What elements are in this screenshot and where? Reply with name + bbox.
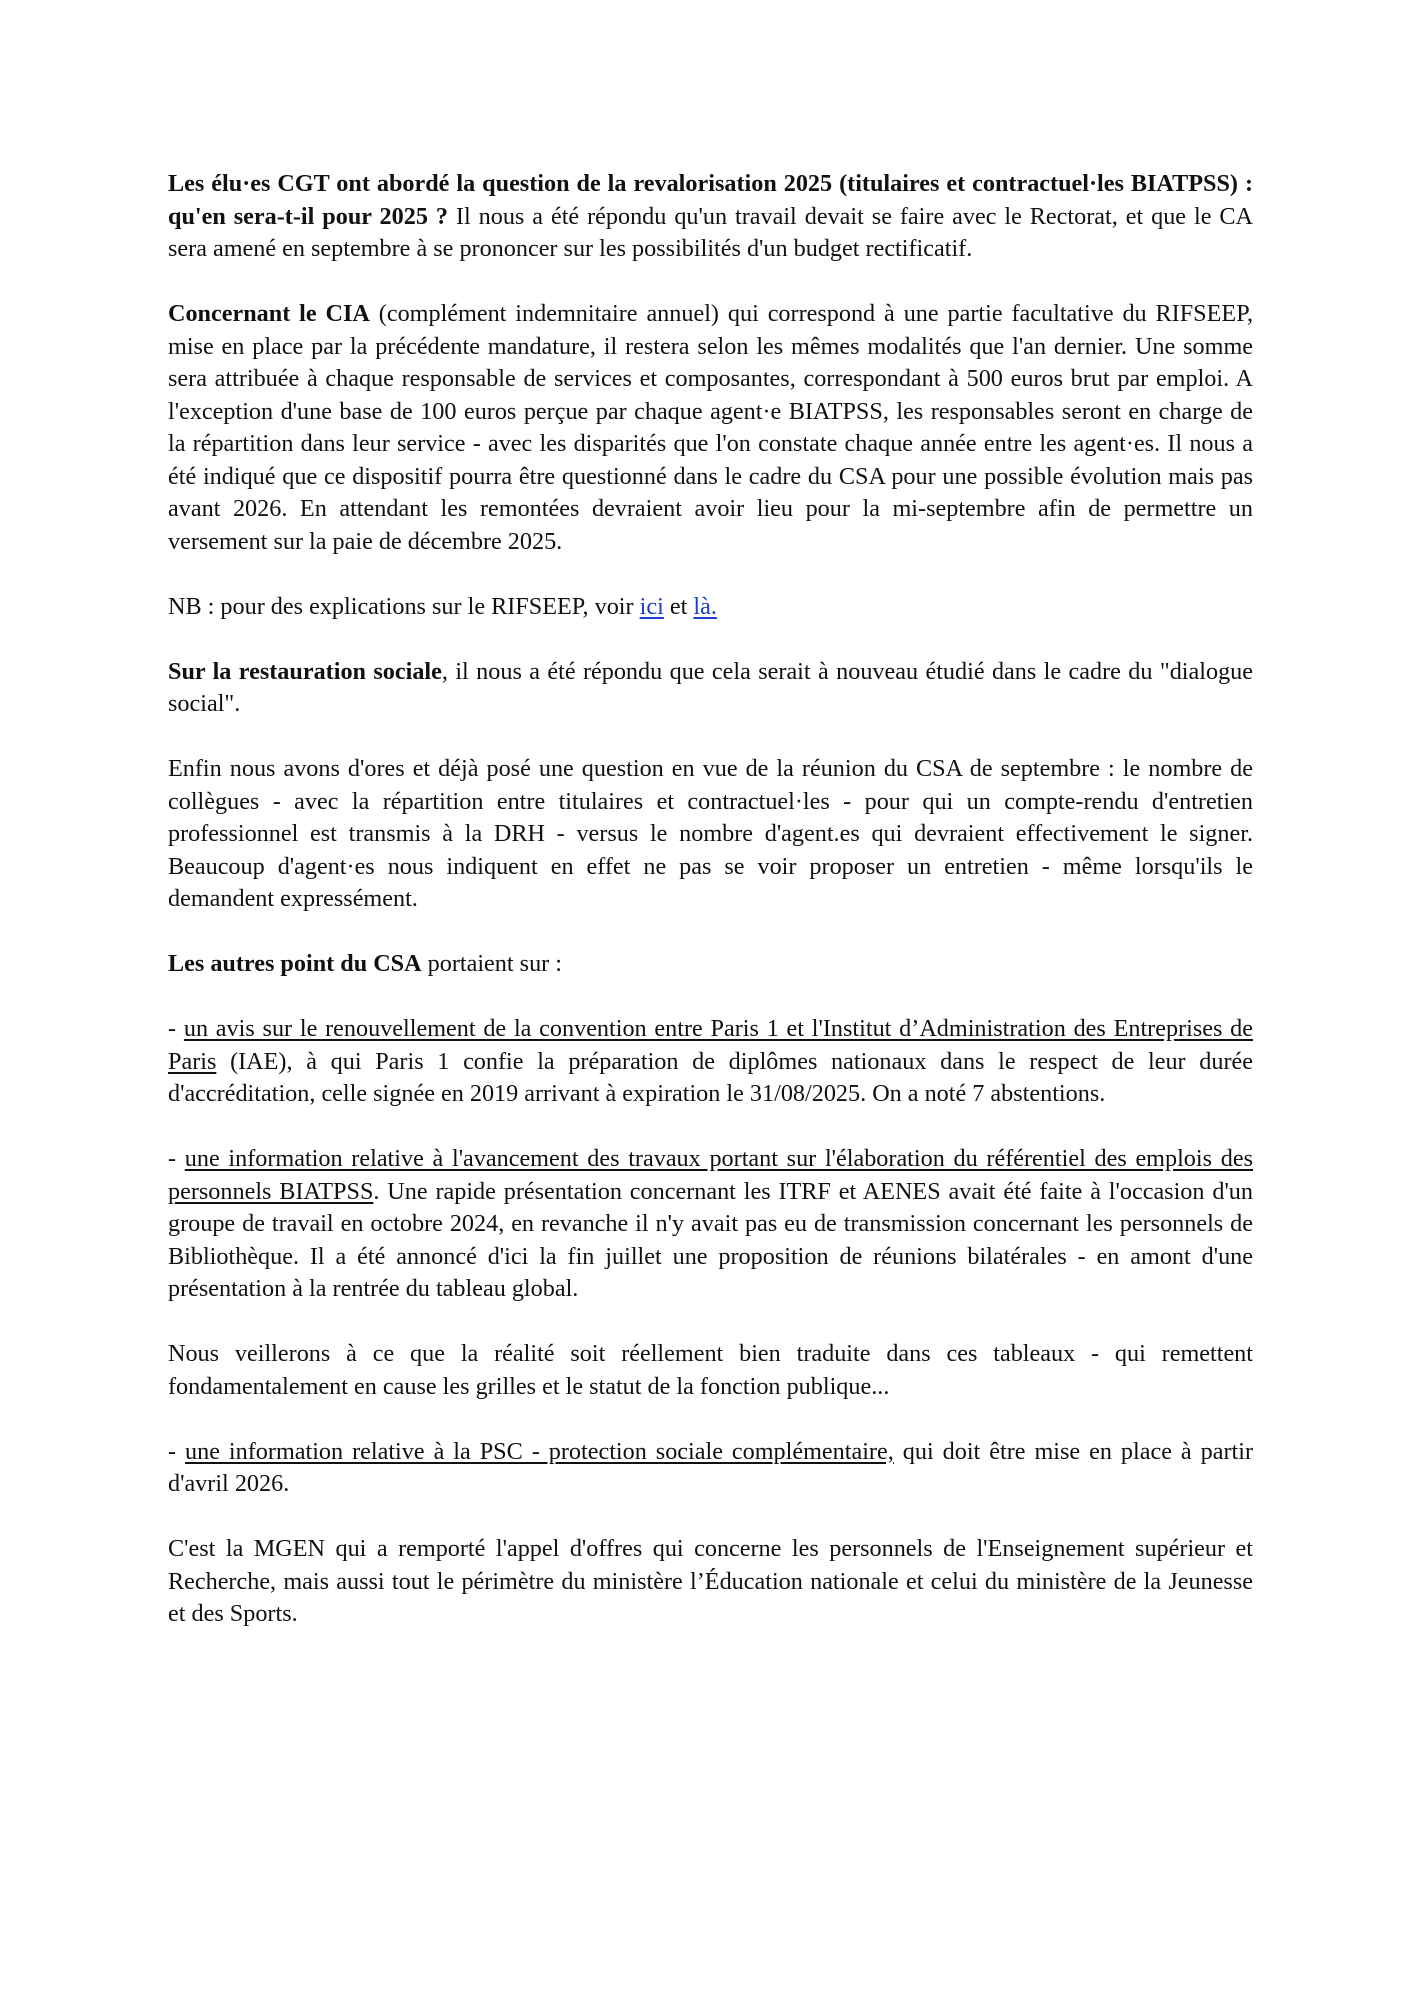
paragraph-text: Il nous a été répondu qu'un travail devait se faire avec le Rectorat, et que le CA sera amené en septembre à se prononcer sur les possibilités d'un budget rectificatif. <box>168 202 1253 262</box>
paragraph-autres-points <box>168 948 1253 981</box>
paragraph-heading: Sur la restauration sociale <box>168 657 442 685</box>
paragraph-text: (IAE), à qui Paris 1 confie la préparation de diplômes nationaux dans le respect de leur durée d'accréditation, celle signée en 2019 arrivant à expiration le 31/08/2025. On a noté 7 abstentions. <box>168 1047 1253 1107</box>
list-dash: - <box>168 1145 185 1172</box>
paragraph-text: NB : pour des explications sur le RIFSEEP, voir <box>168 592 640 620</box>
paragraph-text: Nous veillerons à ce que la réalité soit réellement bien traduite dans ces tableaux - qui remettent fondamentalement en cause les grilles et le statut de la fonction publique... <box>168 1340 1253 1400</box>
list-dash: - <box>168 1015 184 1042</box>
underlined-topic: une information relative à la PSC - protection sociale complémentaire, <box>185 1437 894 1465</box>
underlined-topic: un avis sur le renouvellement de la convention entre Paris 1 et l'Institut d’Administration des Entreprises de Paris <box>168 1015 1253 1075</box>
document-page <box>168 168 1253 1663</box>
paragraph-text: portaient sur : <box>421 950 562 977</box>
list-dash: - <box>168 1437 186 1465</box>
paragraph-heading: Les autres point du CSA <box>168 950 422 977</box>
paragraph-cia <box>168 298 1253 558</box>
paragraph-veillerons <box>168 1338 1253 1403</box>
paragraph-heading: Les élu·es CGT ont abordé la question de la revalorisation 2025 (titulaires et contractuel·les BIATPSS) : qu'en sera-t-il pour 2025 ? <box>168 170 1253 230</box>
rifseep-link-ici[interactable]: ici <box>639 592 664 620</box>
paragraph-question-csa <box>168 753 1253 916</box>
paragraph-text: et <box>663 592 694 620</box>
paragraph-text: (complément indemnitaire annuel) qui correspond à une partie facultative du RIFSEEP, mise en place par la précédente mandature, il restera selon les mêmes modalités que l'an dernier. Une somme sera attribuée à chaque responsable de services et composantes, correspondant à 500 euros brut par emploi. A l'exception d'une base de 100 euros perçue par chaque agent·e BIATPSS, les responsables seront en charge de la répartition dans leur service - avec les disparités que l'on constate chaque année entre les agent·es. Il nous a été indiqué que ce dispositif pourra être questionné dans le cadre du CSA pour une possible évolution mais pas avant 2026. En attendant les remontées devraient avoir lieu pour la mi-septembre afin de permettre un versement sur la paie de décembre 2025. <box>168 300 1254 555</box>
paragraph-mgen <box>168 1533 1253 1631</box>
paragraph-text: , il nous a été répondu que cela serait à nouveau étudié dans le cadre du "dialogue social". <box>168 657 1253 717</box>
underlined-topic: une information relative à l'avancement des travaux portant sur l'élaboration du référentiel des emplois des personnels BIATPSS <box>168 1145 1253 1205</box>
paragraph-nb-rifseep <box>168 591 1253 624</box>
paragraph-text: . Une rapide présentation concernant les ITRF et AENES avait été faite à l'occasion d'un groupe de travail en octobre 2024, en revanche il n'y avait pas eu de transmission concernant les personnels de Bibliothèque. Il a été annoncé d'ici la fin juillet une proposition de réunions bilatérales - en amont d'une présentation à la rentrée du tableau global. <box>168 1177 1253 1302</box>
paragraph-text: qui doit être mise en place à partir d'avril 2026. <box>168 1437 1253 1497</box>
paragraph-text: Enfin nous avons d'ores et déjà posé une question en vue de la réunion du CSA de septembre : le nombre de collègues - avec la répartition entre titulaires et contractuel·les - pour qui un compte-rendu d'entretien professionnel est transmis à la DRH - versus le nombre d'agent.es qui devraient effectivement le signer. Beaucoup d'agent·es nous indiquent en effet ne pas se voir proposer un entretien - même lorsqu'ils le demandent expressément. <box>168 755 1253 912</box>
paragraph-convention-iae <box>168 1013 1253 1111</box>
paragraph-referentiel <box>168 1143 1253 1306</box>
paragraph-heading: Concernant le CIA <box>168 300 370 327</box>
paragraph-restauration <box>168 656 1253 721</box>
paragraph-text: C'est la MGEN qui a remporté l'appel d'offres qui concerne les personnels de l'Enseignement supérieur et Recherche, mais aussi tout le périmètre du ministère l’Éducation nationale et celui du ministère de la Jeunesse et des Sports. <box>168 1535 1253 1627</box>
paragraph-revalorisation <box>168 168 1253 266</box>
rifseep-link-la[interactable]: là. <box>693 592 717 620</box>
paragraph-psc <box>168 1436 1253 1501</box>
